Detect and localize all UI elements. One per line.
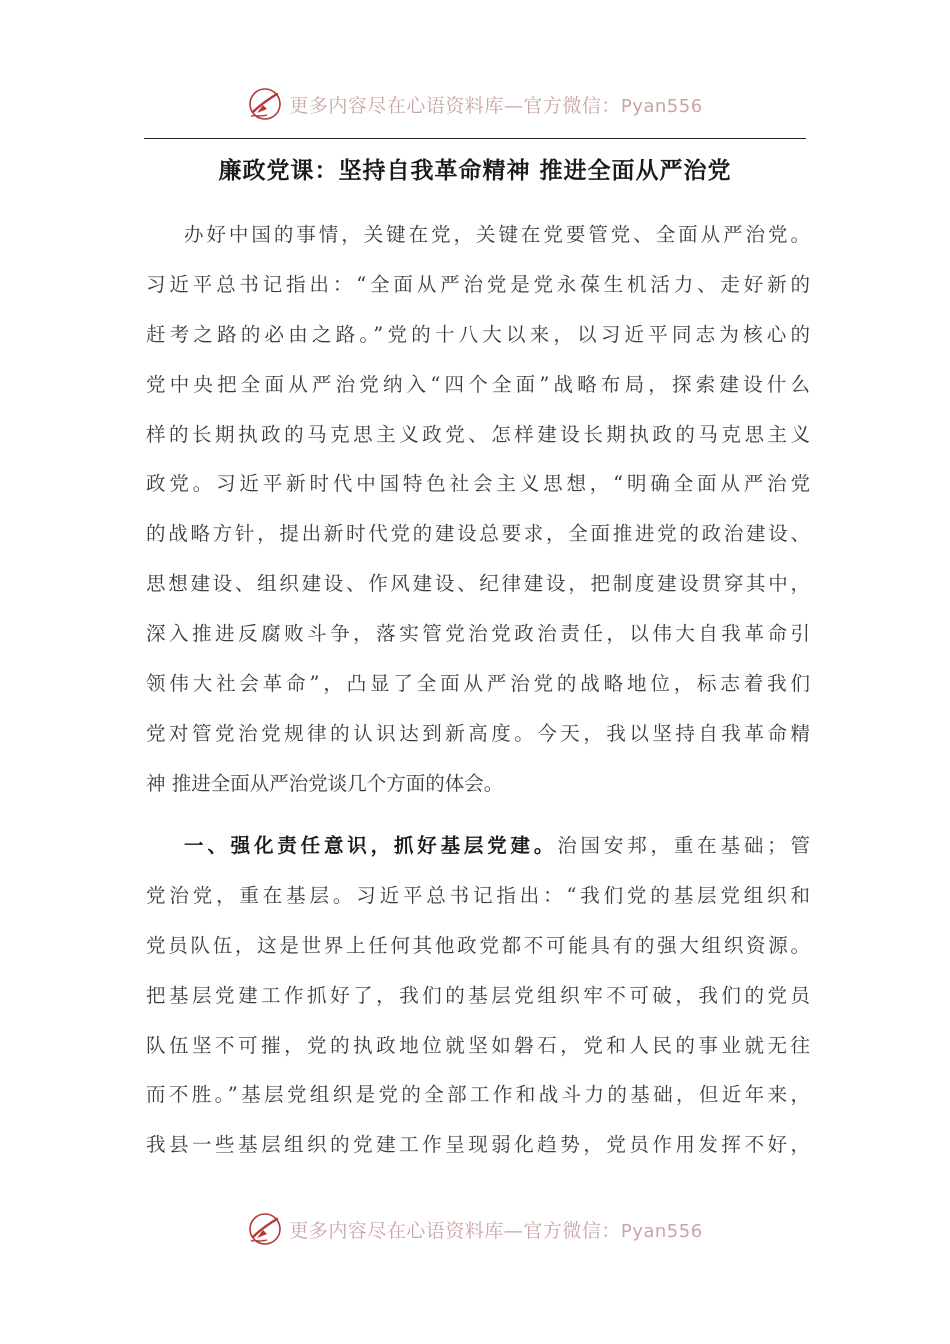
text-line: 而不胜。”基层党组织是党的全部工作和战斗力的基础，但近年来， bbox=[146, 1083, 810, 1107]
text-line: 深入推进反腐败斗争，落实管党治党政治责任，以伟大自我革命引 bbox=[146, 622, 810, 646]
pen-nib-logo-icon bbox=[247, 86, 283, 122]
section-heading-line bbox=[146, 821, 810, 871]
footer-banner-label: 更多内容尽在心语资料库—官方微信： bbox=[289, 1219, 621, 1242]
footer-wechat-id: Pyan556 bbox=[620, 1220, 703, 1242]
paragraph-section-one bbox=[146, 821, 810, 1170]
text-line: 党对管党治党规律的认识达到新高度。今天，我以坚持自我革命精 bbox=[146, 721, 810, 745]
text-line: 把基层党建工作抓好了，我们的基层党组织牢不可破，我们的党员 bbox=[146, 983, 810, 1007]
header-banner-label: 更多内容尽在心语资料库—官方微信： bbox=[289, 94, 621, 117]
text-line: 思想建设、组织建设、作风建设、纪律建设，把制度建设贯穿其中， bbox=[146, 572, 810, 596]
header-wechat-id: Pyan556 bbox=[620, 95, 703, 117]
text-line: 赶考之路的必由之路。”党的十八大以来，以习近平同志为核心的 bbox=[146, 322, 810, 346]
pen-nib-logo-icon bbox=[247, 1211, 283, 1247]
text-line: 领伟大社会革命”，凸显了全面从严治党的战略地位，标志着我们 bbox=[146, 672, 810, 696]
text-line: 党员队伍，这是世界上任何其他政党都不可能具有的强大组织资源。 bbox=[146, 933, 810, 957]
page-title: 廉政党课：坚持自我革命精神 推进全面从严治党 bbox=[218, 158, 732, 184]
text-line: 政党。习近平新时代中国特色社会主义思想，“明确全面从严治党 bbox=[146, 472, 810, 496]
text-line: 党中央把全面从严治党纳入“四个全面”战略布局，探索建设什么 bbox=[146, 372, 810, 396]
text-line: 神 推进全面从严治党谈几个方面的体会。 bbox=[146, 771, 504, 795]
text-line: 办好中国的事情，关键在党，关键在党要管党、全面从严治党。 bbox=[184, 223, 810, 246]
header-banner bbox=[0, 82, 950, 126]
footer-banner-text bbox=[289, 1216, 702, 1243]
text-line: 习近平总书记指出：“全面从严治党是党永葆生机活力、走好新的 bbox=[146, 272, 810, 296]
text-line: 的战略方针，提出新时代党的建设总要求，全面推进党的政治建设、 bbox=[146, 522, 810, 546]
text-line: 样的长期执政的马克思主义政党、怎样建设长期执政的马克思主义 bbox=[146, 422, 810, 446]
section-heading: 一、强化责任意识，抓好基层党建。 bbox=[184, 834, 558, 857]
text-line: 党治党，重在基层。习近平总书记指出：“我们党的基层党组织和 bbox=[146, 883, 810, 907]
text-line: 我县一些基层组织的党建工作呈现弱化趋势，党员作用发挥不好， bbox=[146, 1133, 810, 1157]
header-banner-text bbox=[289, 91, 702, 118]
header-divider bbox=[144, 138, 806, 139]
footer-banner bbox=[0, 1207, 950, 1251]
text-line: 队伍坚不可摧，党的执政地位就坚如磐石，党和人民的事业就无往 bbox=[146, 1033, 810, 1057]
section-heading-rest: 治国安邦，重在基础；管 bbox=[557, 834, 810, 857]
paragraph-intro bbox=[146, 210, 810, 809]
